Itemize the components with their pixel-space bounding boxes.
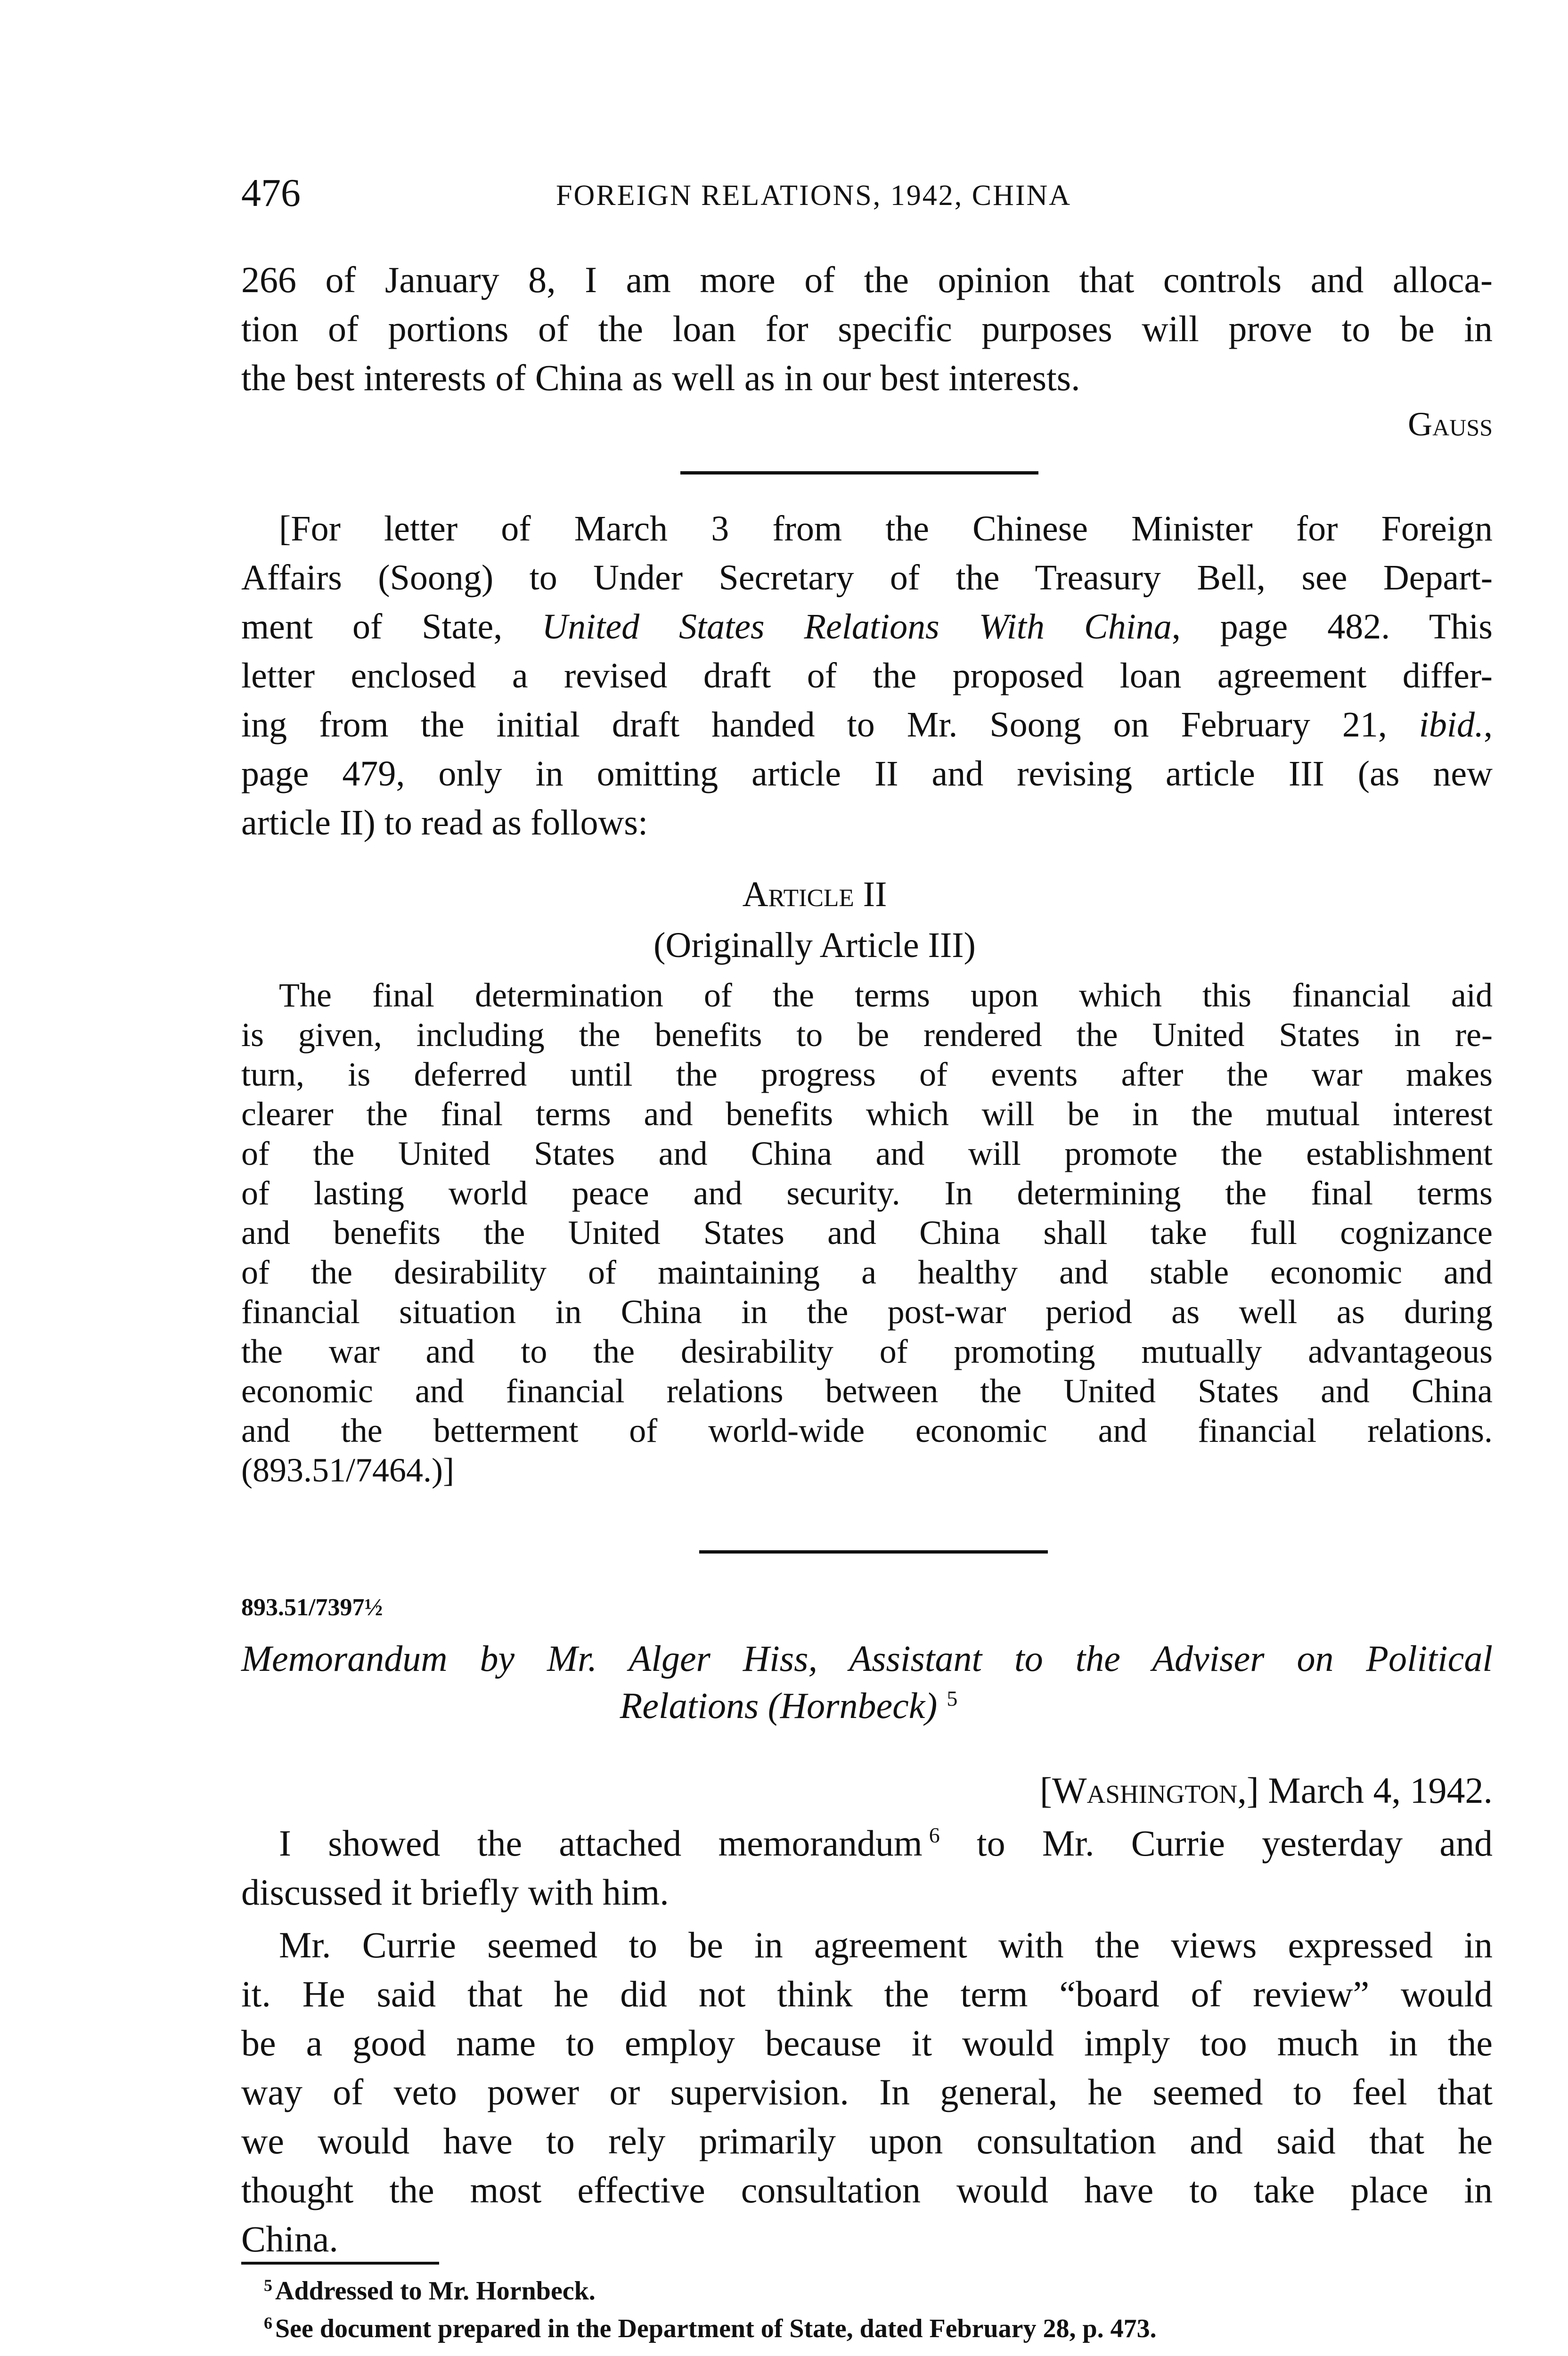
text-line: [For letter of March 3 from the Chinese Minister for Foreign bbox=[279, 509, 1493, 548]
text-line bbox=[241, 1819, 1493, 1868]
footnote-text: See document prepared in the Department of State, dated February 28, p. 473. bbox=[275, 2314, 1157, 2343]
text-line: The final determination of the terms upon which this financial aid bbox=[279, 976, 1493, 1014]
section-divider bbox=[680, 471, 1038, 474]
text-line: the best interests of China as well as in our best interests. bbox=[241, 357, 1080, 398]
dateline bbox=[1040, 1767, 1493, 1814]
footnote bbox=[264, 2271, 596, 2311]
footnote-marker: 5 bbox=[264, 2276, 272, 2295]
text-line: page 479, only in omitting article II and revising article III (as new bbox=[241, 754, 1493, 794]
footnote-rule bbox=[241, 2262, 439, 2265]
text-line: tion of portions of the loan for specific purposes will prove to be in bbox=[241, 308, 1493, 349]
text-segment: , page 482. This bbox=[1171, 607, 1493, 646]
text-line: and the betterment of world-wide economic and financial relations. bbox=[241, 1412, 1493, 1449]
text-line: financial situation in China in the post-war period as well as during bbox=[241, 1293, 1493, 1331]
text-line: clearer the final terms and benefits which will be in the mutual interest bbox=[241, 1095, 1493, 1133]
text-line: of lasting world peace and security. In determining the final terms bbox=[241, 1174, 1493, 1212]
footnote-marker: 6 bbox=[264, 2314, 272, 2332]
footnote-text: Addressed to Mr. Hornbeck. bbox=[275, 2276, 596, 2306]
text-line: turn, is deferred until the progress of events after the war makes bbox=[241, 1055, 1493, 1093]
text-line: Affairs (Soong) to Under Secretary of the Treasury Bell, see Depart- bbox=[241, 558, 1493, 597]
file-number: 893.51/7397½ bbox=[241, 1594, 383, 1621]
text-line: 266 of January 8, I am more of the opinion that controls and alloca- bbox=[241, 259, 1493, 300]
footnote-ref: 6 bbox=[929, 1823, 940, 1847]
document-title-text: Relations (Hornbeck) bbox=[620, 1685, 938, 1726]
text-line bbox=[241, 700, 1493, 749]
document-title-line-2 bbox=[0, 1682, 1568, 1729]
text-line: the war and to the desirability of promoting mutually advantageous bbox=[241, 1333, 1493, 1370]
document-title-line-1: Memorandum by Mr. Alger Hiss, Assistant to the Adviser on Political bbox=[241, 1638, 1493, 1679]
section-divider bbox=[699, 1550, 1048, 1554]
text-line: thought the most effective consultation would have to take place in bbox=[241, 2169, 1493, 2210]
signature: Gauss bbox=[1408, 405, 1493, 443]
text-line: letter enclosed a revised draft of the proposed loan agreement differ- bbox=[241, 656, 1493, 695]
text-line: of the United States and China and will promote the establishment bbox=[241, 1135, 1493, 1172]
text-segment: , bbox=[1484, 705, 1493, 744]
dateline-place: [Washington,] bbox=[1040, 1770, 1259, 1811]
text-line: Mr. Currie seemed to be in agreement with the views expressed in bbox=[279, 1924, 1493, 1965]
text-line: discussed it briefly with him. bbox=[241, 1872, 669, 1913]
text-line: is given, including the benefits to be rendered the United States in re- bbox=[241, 1016, 1493, 1054]
text-segment: I showed the attached memorandum bbox=[279, 1823, 923, 1864]
text-line: and benefits the United States and China shall take full cognizance bbox=[241, 1214, 1493, 1252]
article-subheading: (Originally Article III) bbox=[653, 925, 976, 965]
footnote-ref: 5 bbox=[947, 1686, 958, 1710]
text-line: article II) to read as follows: bbox=[241, 803, 648, 843]
page-number: 476 bbox=[241, 171, 301, 215]
text-line: we would have to rely primarily upon consultation and said that he bbox=[241, 2120, 1493, 2161]
text-line: it. He said that he did not think the term “board of review” would bbox=[241, 1973, 1493, 2014]
text-line: economic and financial relations between the United States and China bbox=[241, 1372, 1493, 1410]
footnote bbox=[264, 2309, 1157, 2348]
text-line: (893.51/7464.)] bbox=[241, 1451, 454, 1489]
text-line bbox=[241, 602, 1493, 651]
text-line: way of veto power or supervision. In general, he seemed to feel that bbox=[241, 2071, 1493, 2112]
publication-title: United States Relations With China bbox=[542, 607, 1172, 646]
text-segment: ing from the initial draft handed to Mr. Soong on February 21, bbox=[241, 705, 1419, 744]
text-segment: to Mr. Currie yesterday and bbox=[939, 1823, 1493, 1864]
running-title: FOREIGN RELATIONS, 1942, CHINA bbox=[556, 180, 1072, 212]
ibid-reference: ibid. bbox=[1419, 705, 1484, 744]
text-line: of the desirability of maintaining a healthy and stable economic and bbox=[241, 1253, 1493, 1291]
dateline-date: March 4, 1942. bbox=[1268, 1770, 1493, 1811]
text-line: China. bbox=[241, 2218, 338, 2259]
text-line: be a good name to employ because it would imply too much in the bbox=[241, 2022, 1493, 2063]
text-segment: ment of State, bbox=[241, 607, 542, 646]
article-heading: Article II bbox=[742, 875, 887, 914]
